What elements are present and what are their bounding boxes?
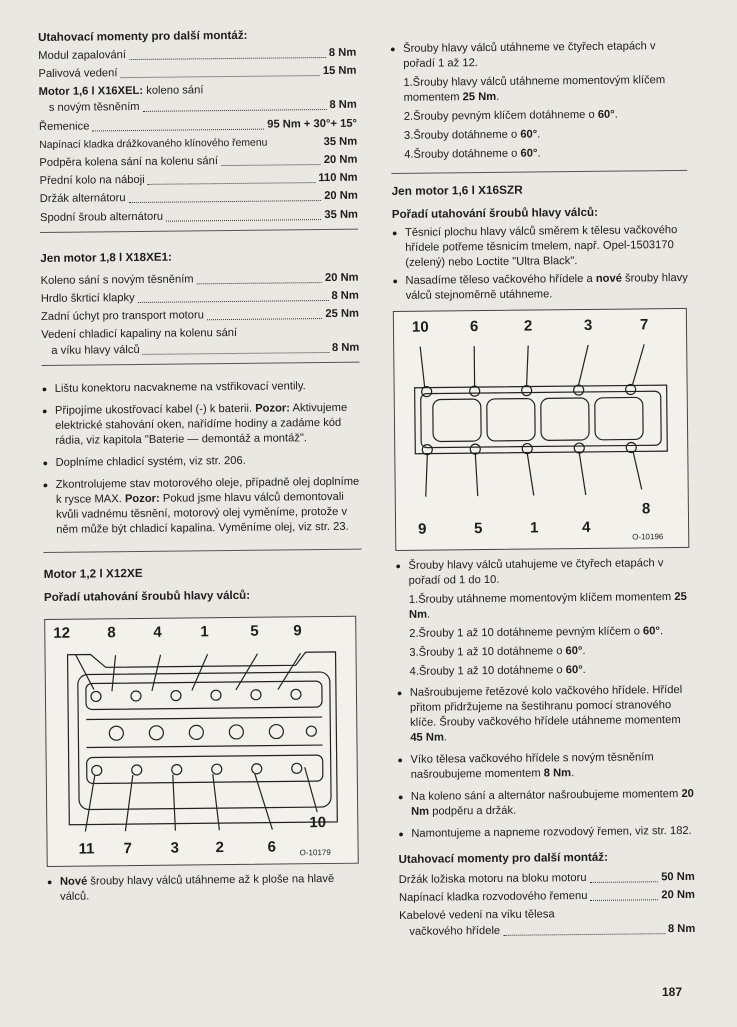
torque-row xyxy=(41,270,359,288)
list-item: ● Nasadíme těleso vačkového hřídele a nové šrouby hlavy válců stejnoměrně utáhneme. xyxy=(392,271,688,304)
step-list xyxy=(396,590,693,680)
torque-row xyxy=(399,922,695,940)
x16xel-title: Motor 1,6 l X16XEL: xyxy=(38,85,144,99)
list-item xyxy=(42,401,360,449)
torque-row xyxy=(41,307,359,325)
list-item xyxy=(47,872,365,905)
x16szr-heading: Jen motor 1,6 l X16SZR xyxy=(391,182,523,198)
bullet-bold: Pozor: xyxy=(255,402,291,415)
step-item: 4.Šrouby 1 až 10 dotáhneme o 60°. xyxy=(409,663,586,678)
bullet-bold: Nové xyxy=(59,875,88,888)
torque-value: 20 Nm xyxy=(323,153,358,166)
coolant-label: Vedení chladicí kapaliny na kolenu sání xyxy=(41,326,238,342)
step-item: 1.Šrouby hlavy válců utáhneme momentovým klíčem momentem 25 Nm. xyxy=(403,74,666,104)
figure-code: O-10179 xyxy=(299,848,331,858)
bullet-text: Aktivujeme elektrické stahování oken, nařídíme hodiny a zadáme kód rádia, viz kapitola "Baterie — demontáž a montáž". xyxy=(55,401,348,447)
torque-label: s novým těsněním xyxy=(48,101,140,115)
list-item xyxy=(43,475,362,538)
torque-value: 35 Nm xyxy=(324,208,359,221)
step-item: 3.Šrouby 1 až 10 dotáhneme o 60°. xyxy=(409,644,586,659)
step-item: 4.Šrouby dotáhneme o 60°. xyxy=(404,147,541,161)
torque-row xyxy=(38,46,356,64)
torque-label: Napínací kladka drážkovaného klínového řemenu xyxy=(39,137,268,151)
torque-value: 8 Nm xyxy=(667,923,696,936)
bolt-number: 7 xyxy=(123,840,133,858)
bullet-text: Lištu konektoru nacvakneme na vstřikovací ventily. xyxy=(54,380,306,395)
torque-label: Zadní úchyt pro transport motoru xyxy=(40,309,204,323)
bolt-number: 7 xyxy=(639,316,649,334)
list-item: ● Víko tělesa vačkového hřídele s novým těsněním našroubujeme momentem 8 Nm. xyxy=(397,750,693,783)
bolt-number: 5 xyxy=(250,622,259,640)
bolt-number: 12 xyxy=(53,624,71,642)
bolt-number: 11 xyxy=(78,840,95,858)
bullet-text: šrouby hlavy válců utáhneme až k ploše na hlavě válců. xyxy=(60,873,335,903)
torque-value: 50 Nm xyxy=(661,870,695,884)
bullet-text: Připojíme ukostřovací kabel (-) k baterii. xyxy=(54,402,256,417)
list-item: ● Namontujeme a napneme rozvodový řemen, viz str. 182. xyxy=(398,824,694,842)
bolt-number: 4 xyxy=(582,518,591,537)
bullet-text: Těsnicí plochu hlavy válců směrem k tělesu vačkového hřídele potřeme těsnicím tmelem, např. Opel-1503170 (zelený) nebo Loctite "Ultra Black". xyxy=(404,224,678,269)
bolt-number: 5 xyxy=(474,520,483,538)
torque-label: Řemenice xyxy=(38,120,90,133)
torque-value: 20 Nm xyxy=(324,189,358,203)
bolt-number: 1 xyxy=(530,519,539,537)
torque-label: Podpěra kolena sání na kolenu sání xyxy=(39,155,218,169)
torque-value: 8 Nm xyxy=(328,46,357,59)
torque-value: 8 Nm xyxy=(331,289,359,302)
bolt-number: 4 xyxy=(153,623,162,641)
list-item xyxy=(42,453,360,471)
bolt-number: 1 xyxy=(200,623,209,641)
step-item: 2.Šrouby 1 až 10 dotáhneme pevným klíčem o 60°. xyxy=(409,625,664,640)
bolt-number: 3 xyxy=(170,839,180,857)
bolt-number: 6 xyxy=(267,838,277,856)
list-item xyxy=(395,556,691,589)
order-heading: Pořadí utahování šroubů hlavy válců: xyxy=(43,588,251,605)
torque-row xyxy=(40,207,358,225)
right-column xyxy=(390,39,695,944)
x12xe-heading: Motor 1,2 l X12XE xyxy=(43,565,143,582)
bolt-number: 6 xyxy=(469,318,479,336)
bullet-bold: Pozor: xyxy=(124,492,160,506)
torque-label: Palivová vedení xyxy=(38,67,118,81)
torque-value: 25 Nm xyxy=(325,307,360,320)
torque-row xyxy=(39,153,357,171)
torque-label: vačkového hřídele xyxy=(409,925,501,939)
bolt-number: 2 xyxy=(523,317,533,335)
step-item: 2.Šrouby pevným klíčem dotáhneme o 60°. xyxy=(403,108,618,123)
divider xyxy=(391,170,687,174)
torque-row xyxy=(39,116,357,134)
torque-label: Napínací kladka rozvodového řemenu xyxy=(398,890,588,905)
step-item: 3.Šrouby dotáhneme o 60°. xyxy=(403,128,541,142)
list-item: ● Našroubujeme řetězové kolo vačkového hřídele. Hřídel přitom přidržujeme na šestihranu pomocí stranového klíče. Šrouby vačkového hřídele utáhneme momentem 45 Nm. xyxy=(397,683,694,746)
bullet-text: Zkontrolujeme stav motorového oleje, případně olej doplníme k rysce MAX. xyxy=(55,475,360,506)
torque-label: Spodní šroub alternátoru xyxy=(39,210,164,224)
torque-value: 110 Nm xyxy=(318,171,358,185)
page-number: 187 xyxy=(662,985,683,999)
step-item: 1.Šrouby utáhneme momentovým klíčem momentem 25 Nm. xyxy=(408,590,687,621)
bullet-text: Šrouby hlavy válců utahujeme ve čtyřech etapách v pořadí od 1 do 10. xyxy=(408,557,664,587)
left-column xyxy=(38,27,365,912)
bolt-number: 10 xyxy=(411,318,429,336)
torques-heading: Utahovací momenty pro další montáž: xyxy=(38,28,248,44)
torque-row xyxy=(39,134,357,152)
torque-value: 35 Nm xyxy=(323,135,358,148)
torque-value: 15 Nm xyxy=(322,64,357,78)
torque-value: 95 Nm + 30°+ 15° xyxy=(267,117,358,131)
torque-row xyxy=(41,341,359,359)
bullet-text: Doplníme chladicí systém, viz str. 206. xyxy=(55,454,246,469)
cylinder-head-diagram-x16szr xyxy=(393,308,689,551)
bolt-number: 2 xyxy=(215,839,225,857)
divider xyxy=(43,549,361,553)
divider xyxy=(42,362,360,366)
list-item xyxy=(390,39,686,72)
step-list xyxy=(390,73,687,163)
order-heading: Pořadí utahování šroubů hlavy válců: xyxy=(391,205,599,221)
torque-label: Přední kolo na náboji xyxy=(39,174,145,188)
list-item xyxy=(42,379,360,397)
divider xyxy=(40,228,358,232)
torque-value: 20 Nm xyxy=(661,889,696,902)
bolt-number: 3 xyxy=(583,316,593,334)
bolt-number: 8 xyxy=(641,500,651,518)
torque-label: Koleno sání s novým těsněním xyxy=(40,272,194,287)
torque-label: Modul zapalování xyxy=(38,49,127,62)
bolt-number: 10 xyxy=(309,814,327,832)
figure-code: O-10196 xyxy=(632,532,664,542)
torque-label: Držák ložiska motoru na bloku motoru xyxy=(398,871,587,886)
torque-value: 8 Nm xyxy=(331,341,360,355)
torque-row xyxy=(38,64,356,82)
cable-label: Kabelové vedení na víku tělesa xyxy=(399,908,555,923)
x18xe1-heading: Jen motor 1,8 l X18XE1: xyxy=(40,250,172,265)
bolt-number: 9 xyxy=(418,520,427,538)
torque-row xyxy=(399,870,695,888)
torque-value: 8 Nm xyxy=(329,99,357,112)
torque-label: a víku hlavy válců xyxy=(51,344,140,357)
torques-heading: Utahovací momenty pro další montáž: xyxy=(398,850,608,866)
bullet-text: Šrouby hlavy válců utáhneme ve čtyřech etapách v pořadí 1 až 12. xyxy=(403,40,656,70)
torque-row xyxy=(39,98,357,116)
bolt-number: 9 xyxy=(293,622,302,640)
bolt-number: 8 xyxy=(107,624,116,642)
bullet-text: Pokud jsme hlavu válců demontovali kvůli vadnému těsnění, motorový olej vyměníme, protože v něm může být chladicí kapalina. Vyměníme olej, viz str. 23. xyxy=(56,490,349,536)
torque-row xyxy=(41,288,359,306)
list-item xyxy=(392,223,688,271)
torque-value: 20 Nm xyxy=(324,271,359,284)
torque-row xyxy=(399,888,695,906)
cylinder-head-diagram-x12xe xyxy=(44,616,359,867)
torque-label: Držák alternátoru xyxy=(39,192,126,206)
torque-row xyxy=(40,189,358,207)
list-item: ● Na koleno sání a alternátor našroubujeme momentem 20 Nm podpěru a držák. xyxy=(398,787,694,820)
x16xel-rest: koleno sání xyxy=(143,84,204,98)
torque-label: Hrdlo škrticí klapky xyxy=(40,291,135,305)
torque-row xyxy=(40,171,358,189)
